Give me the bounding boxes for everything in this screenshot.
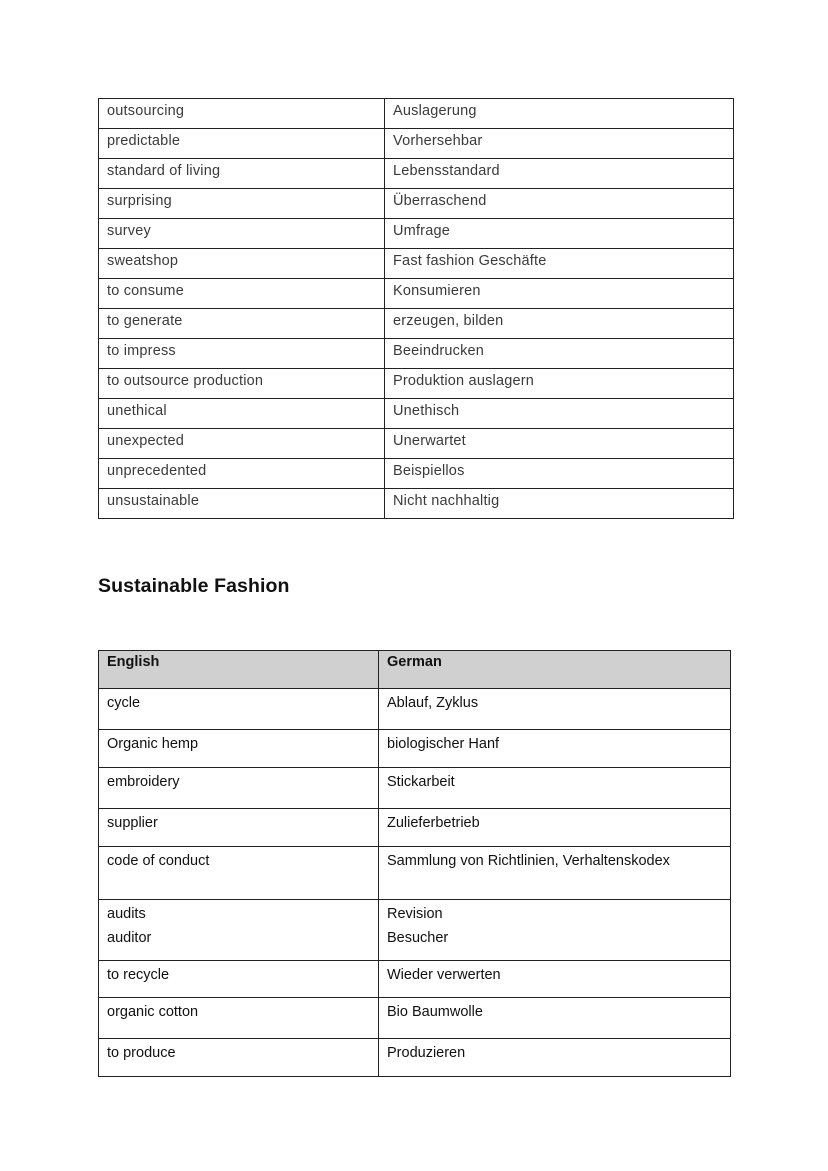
- table-row: [99, 279, 734, 309]
- table-row: [99, 998, 731, 1039]
- table-row: [99, 249, 734, 279]
- table-row: [99, 768, 731, 809]
- german-cell: Nicht nachhaltig: [385, 489, 734, 519]
- english-cell: to impress: [99, 339, 385, 369]
- german-cell: Produzieren: [379, 1039, 731, 1077]
- german-cell: Umfrage: [385, 219, 734, 249]
- section-heading: Sustainable Fashion: [98, 575, 290, 597]
- table-row: [99, 1039, 731, 1077]
- german-cell: [379, 900, 731, 961]
- column-header-english: English: [99, 651, 379, 689]
- german-cell: Sammlung von Richtlinien, Verhaltenskodex: [379, 847, 731, 900]
- table-row: [99, 99, 734, 129]
- table-row: [99, 189, 734, 219]
- english-cell: to produce: [99, 1039, 379, 1077]
- table-row: [99, 369, 734, 399]
- german-cell: Beispiellos: [385, 459, 734, 489]
- vocabulary-table-2: [98, 650, 731, 1077]
- table-row: [99, 961, 731, 998]
- german-cell: Vorhersehbar: [385, 129, 734, 159]
- german-cell: biologischer Hanf: [379, 730, 731, 768]
- german-cell: Lebensstandard: [385, 159, 734, 189]
- english-cell: to generate: [99, 309, 385, 339]
- english-cell: standard of living: [99, 159, 385, 189]
- english-cell: surprising: [99, 189, 385, 219]
- english-cell: outsourcing: [99, 99, 385, 129]
- german-cell: Zulieferbetrieb: [379, 809, 731, 847]
- english-cell: unprecedented: [99, 459, 385, 489]
- english-term: auditor: [107, 930, 152, 946]
- table-row: [99, 159, 734, 189]
- table-header-row: [99, 651, 731, 689]
- german-cell: Bio Baumwolle: [379, 998, 731, 1039]
- table-row: [99, 689, 731, 730]
- german-term: Besucher: [387, 930, 449, 946]
- table-row: [99, 429, 734, 459]
- english-cell: embroidery: [99, 768, 379, 809]
- german-cell: Stickarbeit: [379, 768, 731, 809]
- german-cell: Überraschend: [385, 189, 734, 219]
- english-cell: predictable: [99, 129, 385, 159]
- english-cell: [99, 900, 379, 961]
- german-cell: Produktion auslagern: [385, 369, 734, 399]
- table-row: [99, 489, 734, 519]
- table-row: [99, 459, 734, 489]
- german-cell: Ablauf, Zyklus: [379, 689, 731, 730]
- german-cell: Unethisch: [385, 399, 734, 429]
- german-term: Revision: [387, 906, 443, 922]
- english-cell: code of conduct: [99, 847, 379, 900]
- german-cell: Unerwartet: [385, 429, 734, 459]
- english-cell: sweatshop: [99, 249, 385, 279]
- english-cell: cycle: [99, 689, 379, 730]
- german-cell: erzeugen, bilden: [385, 309, 734, 339]
- table-row: [99, 219, 734, 249]
- english-cell: Organic hemp: [99, 730, 379, 768]
- table-row: [99, 399, 734, 429]
- table-row: [99, 730, 731, 768]
- german-cell: Beeindrucken: [385, 339, 734, 369]
- english-cell: unsustainable: [99, 489, 385, 519]
- column-header-german: German: [379, 651, 731, 689]
- table-row: [99, 900, 731, 961]
- german-cell: Auslagerung: [385, 99, 734, 129]
- vocabulary-table-1: [98, 98, 734, 519]
- english-cell: to recycle: [99, 961, 379, 998]
- table-row: [99, 847, 731, 900]
- table-row: [99, 309, 734, 339]
- english-cell: survey: [99, 219, 385, 249]
- english-cell: to consume: [99, 279, 385, 309]
- english-cell: organic cotton: [99, 998, 379, 1039]
- german-cell: Wieder verwerten: [379, 961, 731, 998]
- english-cell: supplier: [99, 809, 379, 847]
- table-row: [99, 339, 734, 369]
- table-row: [99, 809, 731, 847]
- table-row: [99, 129, 734, 159]
- english-cell: unexpected: [99, 429, 385, 459]
- german-cell: Konsumieren: [385, 279, 734, 309]
- english-cell: to outsource production: [99, 369, 385, 399]
- english-cell: unethical: [99, 399, 385, 429]
- german-cell: Fast fashion Geschäfte: [385, 249, 734, 279]
- english-term: audits: [107, 906, 146, 922]
